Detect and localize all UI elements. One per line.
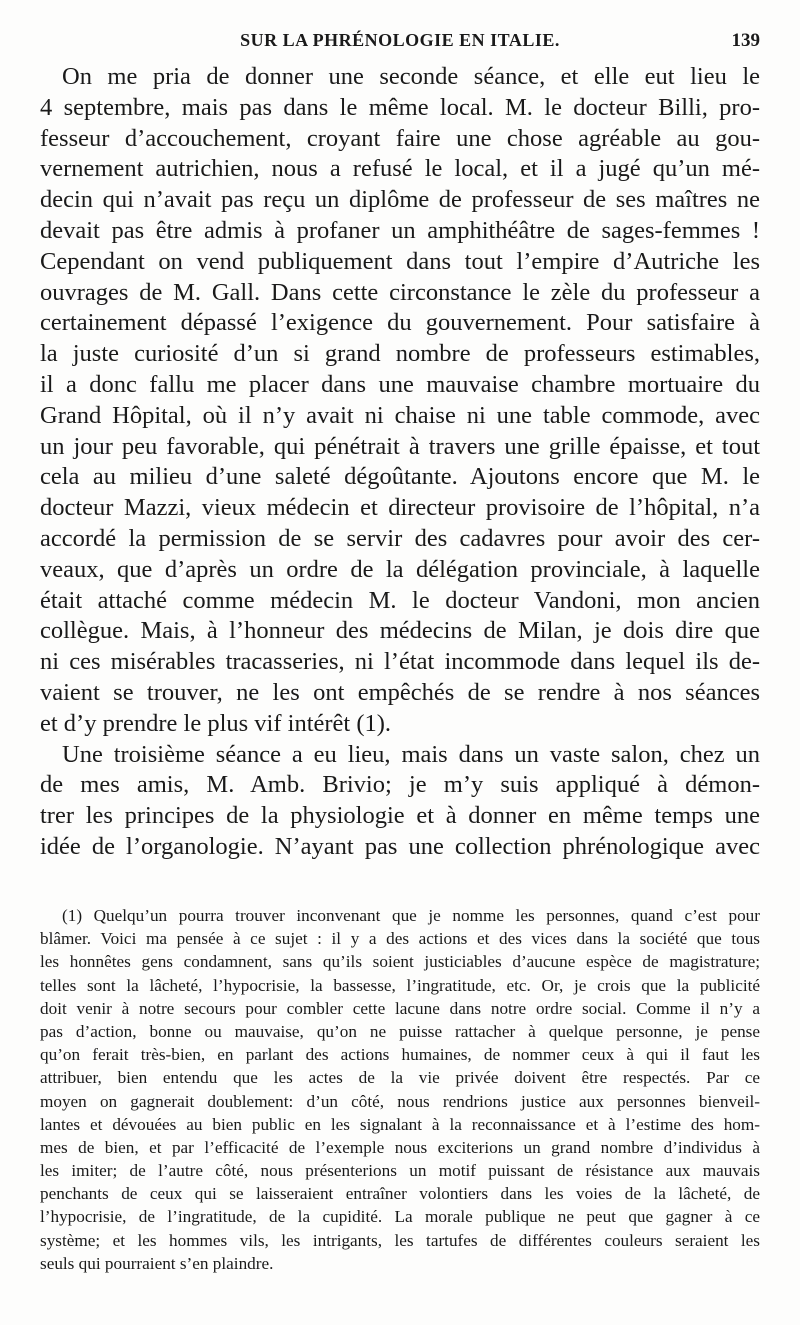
body-line: il a donc fallu me placer dans une mauvaise chambre mortuaire du: [40, 370, 760, 398]
body-line: fesseur d’accouchement, croyant faire une chose agréable au gou-: [40, 124, 760, 152]
body-line: 4 septembre, mais pas dans le même local. M. le docteur Billi, pro-: [40, 93, 760, 121]
body-line: On me pria de donner une seconde séance, et elle eut lieu le: [62, 63, 760, 90]
footnote-line: telles sont la lâcheté, l’hypocrisie, la bassesse, l’ingratitude, etc. Or, je crois que la publicité: [40, 975, 760, 995]
body-line: trer les principes de la physiologie et à donner en même temps une: [40, 802, 760, 830]
body-text: [40, 62, 760, 863]
body-line: ouvrages de M. Gall. Dans cette circonstance le zèle du professeur a: [40, 278, 760, 306]
body-line: decin qui n’avait pas reçu un diplôme de professeur de ses maîtres ne: [40, 186, 760, 214]
footnote-line: (1) Quelqu’un pourra trouver inconvenant que je nomme les personnes, quand c’est pour: [62, 906, 760, 925]
body-line: docteur Mazzi, vieux médecin et directeur provisoire de l’hôpital, n’a: [40, 494, 760, 522]
footnote-line: doit venir à notre secours pour combler cette lacune dans notre ordre social. Comme il n’y a: [40, 998, 760, 1018]
body-line: un jour peu favorable, qui pénétrait à travers une grille épaisse, et tout: [40, 432, 760, 460]
body-line: devait pas être admis à profaner un amphithéâtre de sages-femmes !: [40, 216, 760, 244]
footnote: [40, 904, 760, 1275]
body-line: idée de l’organologie. N’ayant pas une collection phrénologique avec: [40, 832, 760, 860]
footnote-line: penchants de ceux qui se laisseraient entraîner volontiers dans les voies de la lâcheté, de: [40, 1184, 760, 1204]
footnote-line: lantes et dévouées au bien public en les signalant à la reconnaissance et à l’estime des hom-: [40, 1114, 760, 1134]
footnote-line: blâmer. Voici ma pensée à ce sujet : il y a des actions et des vices dans la société que tous: [40, 929, 760, 949]
running-title: SUR LA PHRÉNOLOGIE EN ITALIE.: [240, 30, 560, 50]
body-line: veaux, que d’après un ordre de la délégation provinciale, à laquelle: [40, 555, 760, 583]
body-line: ni ces misérables tracasseries, ni l’état incommode dans lequel ils de-: [40, 648, 760, 676]
body-line: Une troisième séance a eu lieu, mais dans un vaste salon, chez un: [62, 740, 760, 768]
footnote-line: l’hypocrisie, de l’ingratitude, de la cupidité. La morale publique ne peut que gagner à ce: [40, 1207, 760, 1227]
footnote-line: les imiter; de l’autre côté, nous présenterions un motif puissant de résistance aux mauvais: [40, 1161, 760, 1181]
body-line: certainement dépassé l’exigence du gouvernement. Pour satisfaire à: [40, 309, 760, 337]
body-line: vaient se trouver, ne les ont empêchés de se rendre à nos séances: [40, 678, 760, 706]
footnote-line: qu’on ferait très-bien, en parlant des actions humaines, de nommer ceux à qui il faut les: [40, 1045, 760, 1065]
body-line: accordé la permission de se servir des cadavres pour avoir des cer-: [40, 524, 760, 552]
body-line: de mes amis, M. Amb. Brivio; je m’y suis appliqué à démon-: [40, 771, 760, 799]
body-line: et d’y prendre le plus vif intérêt (1).: [40, 709, 392, 737]
footnote-line: les honnêtes gens condamnent, sans qu’ils soient justiciables d’aucune espèce de magistrature;: [40, 952, 760, 972]
running-head: [40, 30, 760, 56]
footnote-line: mes de bien, et par l’efficacité de l’exemple nous exciterions un grand nombre d’individus à: [40, 1137, 760, 1157]
body-line: Cependant on vend publiquement dans tout l’empire d’Autriche les: [40, 247, 760, 275]
body-line: collègue. Mais, à l’honneur des médecins de Milan, je dois dire que: [40, 617, 760, 645]
footnote-line: moyen on gagnerait doublement: d’un côté, nous rendrions justice aux personnes bienveil-: [40, 1091, 760, 1111]
body-line: vernement autrichien, nous a refusé le local, et il a jugé qu’un mé-: [40, 155, 760, 183]
body-line: Grand Hôpital, où il n’y avait ni chaise ni une table commode, avec: [40, 401, 760, 429]
footnote-line: attribuer, bien entendu que les actes de la vie privée doivent être respectés. Par ce: [40, 1068, 760, 1088]
footnote-line: pas d’action, bonne ou mauvaise, qu’on ne puisse rattacher à quelque personne, je pense: [40, 1021, 760, 1041]
footnote-line: seuls qui pourraient s’en plaindre.: [40, 1253, 274, 1273]
body-line: cela au milieu d’une saleté dégoûtante. Ajoutons encore que M. le: [40, 463, 760, 491]
body-line: la juste curiosité d’un si grand nombre de professeurs estimables,: [40, 340, 760, 368]
page-number: 139: [731, 30, 760, 51]
footnote-line: système; et les hommes vils, les intrigants, les tartufes de différentes couleurs seraient les: [40, 1230, 760, 1250]
body-line: était attaché comme médecin M. le docteur Vandoni, mon ancien: [40, 586, 760, 614]
